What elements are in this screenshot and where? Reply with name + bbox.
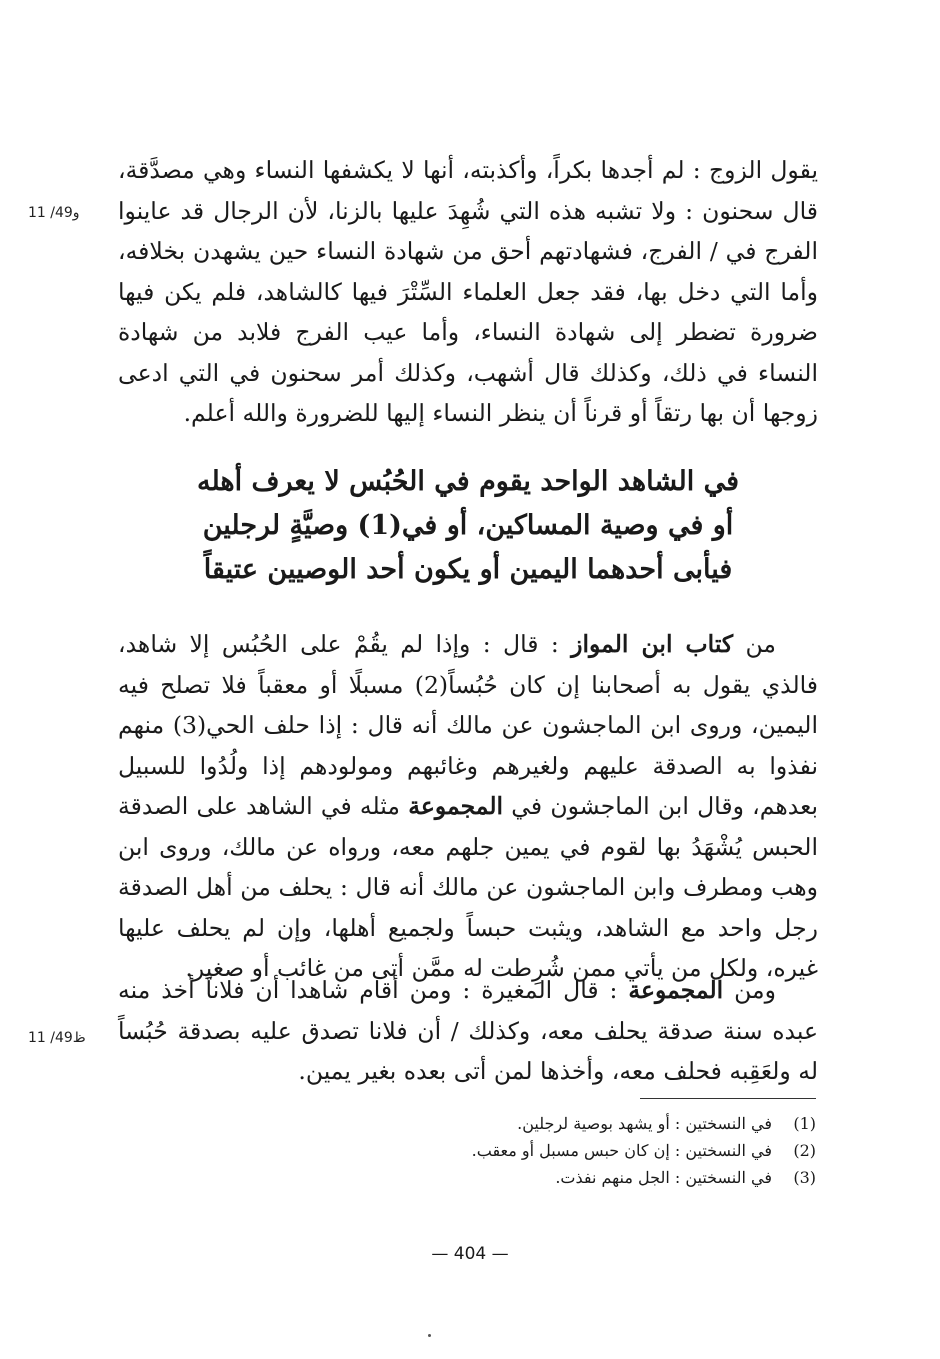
footnote-text: في النسختين : إن كان حبس مسبل أو معقب. <box>471 1141 772 1160</box>
page-number: — 404 — <box>431 1244 509 1264</box>
footnote-divider <box>640 1098 816 1099</box>
footnote-number: (1) <box>793 1114 816 1133</box>
section-heading <box>118 460 818 592</box>
footnote-text: في النسختين : الجل منهم نفذت. <box>555 1168 772 1187</box>
paragraph-2-lead: من <box>745 630 776 658</box>
footnote-text: في النسختين : أو يشهد بوصية لرجلين. <box>517 1114 772 1133</box>
heading-line-3: فيأبى أحدهما اليمين أو يكون أحد الوصيين عتيقاً <box>203 554 733 585</box>
paragraph-3-text: : قال المغيرة : ومن أقام شاهدا أن فلاناً أخذ منه عبده سنة صدقة يحلف معه، وكذلك / أن فلانا تصدق عليه بصدقة حُبُساً له ولعَقِبه فحلف معه، وأخذها لمن أتى بعده بغير يمين. <box>118 976 818 1085</box>
footnote-item <box>330 1164 816 1191</box>
footnote-item <box>330 1137 816 1164</box>
margin-folio-note-2: 11 /49ظ <box>28 1030 86 1046</box>
footnote-number: (2) <box>793 1141 816 1160</box>
paragraph-3-lead: ومن <box>734 976 776 1004</box>
paragraph-3 <box>118 970 818 1092</box>
footnote-item <box>330 1110 816 1137</box>
source-title-majmua: المجموعة <box>408 792 504 820</box>
paragraph-1: يقول الزوج : لم أجدها بكراً، وأكذبته، أنها لا يكشفها النساء وهي مصدَّقة، قال سحنون : ولا تشبه هذه التي شُهِدَ عليها بالزنا، لأن الرجال قد عاينوا الفرج في / الفرج، فشهادتهم أحق من شهادة النساء حين يشهدن بخلافه، وأما التي دخل بها، فقد جعل العلماء السِّتْرَ فيها كالشاهد، فلم يكن فيها ضرورة تضطر إلى شهادة النساء، وأما عيب الفرج فلابد من شهادة النساء في ذلك، وكذلك قال أشهب، وكذلك أمر سحنون في التي ادعى زوجها أن بها رتقاً أو قرناً أن ينظر النساء إليها للضرورة والله أعلم. <box>118 156 818 427</box>
footnotes <box>330 1110 816 1191</box>
footnote-number: (3) <box>793 1168 816 1187</box>
paragraph-2-text-b: مثله في الشاهد على الصدقة الحبس يُشْهَدُ بها لقوم في يمين جلهم معه، ورواه عن مالك، وروى ابن وهب ومطرف وابن الماجشون عن مالك أنه قال : يحلف من أهل الصدقة رجل واحد مع الشاهد، ويثبت حبساً ولجميع أهلها، وإن لم يحلف عليها غيره، ولكل من يأتي ممن شُرِطت له ممَّن أتى من غائب أو صغير. <box>118 792 818 982</box>
heading-line-2: أو في وصية المساكين، أو في(1) وصيَّةٍ لرجلين <box>202 510 734 541</box>
scan-speck <box>428 1334 431 1337</box>
margin-folio-note-1: 11 /49و <box>28 205 80 221</box>
source-title-ibn-mawaz: كتاب ابن المواز <box>571 630 734 658</box>
paragraph-2 <box>118 624 818 989</box>
heading-line-1: في الشاهد الواحد يقوم في الحُبُس لا يعرف أهله <box>196 466 740 497</box>
source-title-majmua-2: المجموعة <box>628 976 724 1004</box>
paragraph-2-text-a: : قال : وإذا لم يقُمْ على الحُبُس إلا شاهد، فالذي يقول به أصحابنا إن كان حُبُساً(2) مسبلًا أو معقباً فلا تصلح فيه اليمين، وروى ابن الماجشون عن مالك أنه قال : إذا حلف الحي(3) منهم نفذوا به الصدقة عليهم ولغيرهم وغائبهم ومولودهم إذا ولُدُوا للسبيل بعدهم، وقال ابن الماجشون في <box>118 630 818 820</box>
